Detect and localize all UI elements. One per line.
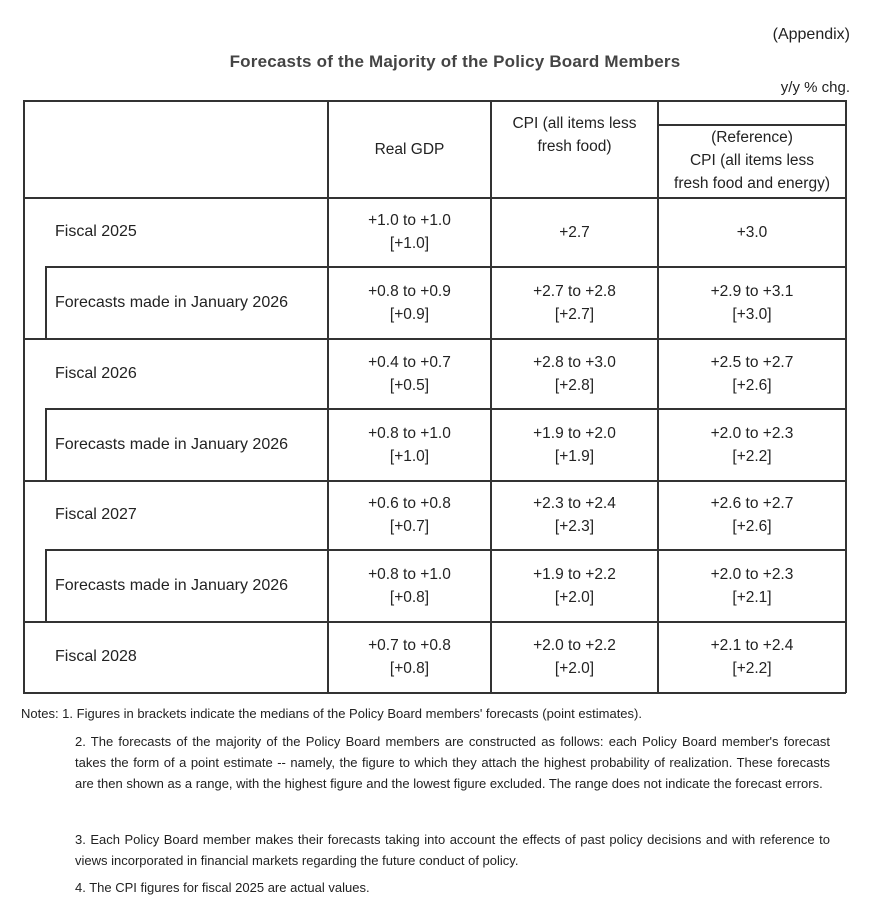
gdp-cell (329, 339, 490, 408)
gdp-cell (329, 198, 490, 266)
cpi-median: [+2.8] (554, 376, 595, 394)
header-ref-line1: (Reference) (711, 129, 793, 146)
ref-median: [+2.2] (732, 660, 772, 677)
row-label: Forecasts made in January 2026 (55, 293, 289, 311)
gdp-median: [+1.0] (389, 235, 430, 252)
header-reference-cpi (659, 124, 845, 197)
subrow-indent-line (45, 408, 47, 481)
ref-cell (659, 622, 845, 692)
gdp-median: [+0.8] (389, 588, 430, 606)
ref-range: +2.5 to +2.7 (710, 353, 794, 371)
cpi-cell (492, 267, 657, 338)
cpi-range: +2.7 (559, 223, 590, 241)
cpi-range: +2.7 to +2.8 (533, 282, 616, 300)
row-label: Forecasts made in January 2026 (55, 435, 289, 453)
gdp-cell (329, 550, 490, 621)
header-cpi (492, 102, 657, 197)
header-ref-line2: CPI (all items less (689, 152, 815, 169)
ref-median: [+2.1] (732, 588, 772, 606)
table-right-border (845, 100, 847, 693)
gdp-range: +1.0 to +1.0 (368, 212, 451, 229)
ref-range: +2.1 to +2.4 (710, 637, 794, 654)
gdp-cell (329, 409, 490, 480)
gdp-range: +0.7 to +0.8 (368, 637, 451, 654)
row-label: Fiscal 2027 (55, 506, 137, 523)
ref-range: +2.6 to +2.7 (710, 495, 794, 512)
gdp-median: [+0.8] (389, 660, 430, 677)
table-left-border (23, 100, 25, 693)
cpi-median: [+2.0] (554, 588, 595, 606)
note-1: Notes: 1. Figures in brackets indicate the medians of the Policy Board members' forecasts (point estimates). (21, 706, 642, 721)
ref-median: [+3.0] (732, 305, 772, 323)
header-real-gdp (329, 102, 490, 197)
cpi-median: [+2.0] (554, 660, 595, 677)
gdp-range: +0.4 to +0.7 (368, 353, 451, 371)
note-2: 2. The forecasts of the majority of the Policy Board members are constructed as follows: each Policy Board member's forecast takes the form of a point estimate -- namely, the figure to which they attach the highest probability of realization. These forecasts are then shown as a range, with the highest figure and the lowest figure excluded. The range does not indicate the forecast errors. (75, 734, 830, 791)
note-3: 3. Each Policy Board member makes their forecasts taking into account the effects of past policy decisions and with reference to views incorporated in financial markets regarding the future conduct of policy. (75, 832, 830, 868)
ref-cell (659, 550, 845, 621)
unit-label: y/y % chg. (780, 79, 850, 96)
ref-range: +2.0 to +2.3 (710, 424, 794, 442)
cpi-median: [+1.9] (554, 447, 595, 465)
gdp-range: +0.8 to +0.9 (368, 282, 451, 300)
cpi-range: +1.9 to +2.0 (533, 424, 616, 442)
row-label: Forecasts made in January 2026 (55, 576, 289, 594)
note-4: 4. The CPI figures for fiscal 2025 are actual values. (75, 880, 370, 895)
gdp-median: [+0.7] (389, 518, 430, 535)
cpi-cell (492, 481, 657, 549)
ref-range: +2.9 to +3.1 (710, 282, 794, 300)
row-label: Fiscal 2026 (55, 364, 137, 382)
cpi-range: +1.9 to +2.2 (533, 565, 616, 583)
cpi-range: +2.0 to +2.2 (533, 637, 616, 654)
header-ref-line3: fresh food and energy) (674, 175, 830, 192)
gdp-median: [+1.0] (389, 447, 430, 465)
gdp-cell (329, 481, 490, 549)
row-label: Fiscal 2028 (55, 648, 137, 665)
ref-cell (659, 339, 845, 408)
ref-range: +2.0 to +2.3 (710, 565, 794, 583)
ref-cell (659, 267, 845, 338)
cpi-cell (492, 198, 657, 266)
ref-cell (659, 481, 845, 549)
cpi-cell (492, 339, 657, 408)
gdp-range: +0.8 to +1.0 (368, 565, 451, 583)
gdp-range: +0.6 to +0.8 (368, 495, 451, 512)
gdp-cell (329, 622, 490, 692)
cpi-cell (492, 622, 657, 692)
header-cpi-line1: CPI (all items less (512, 114, 637, 132)
gdp-range: +0.8 to +1.0 (368, 424, 451, 442)
cpi-median: [+2.3] (554, 518, 595, 535)
header-cpi-line2: fresh food) (537, 137, 612, 155)
header-real-gdp-text: Real GDP (374, 141, 445, 158)
cpi-range: +2.8 to +3.0 (533, 353, 616, 371)
row-label: Fiscal 2025 (55, 223, 137, 240)
cpi-cell (492, 550, 657, 621)
ref-median: [+2.6] (732, 376, 772, 394)
subrow-indent-line (45, 266, 47, 339)
table-bottom-border (23, 692, 846, 694)
gdp-median: [+0.9] (389, 305, 430, 323)
cpi-median: [+2.7] (554, 305, 595, 323)
ref-cell (659, 198, 845, 266)
cpi-range: +2.3 to +2.4 (533, 495, 616, 512)
gdp-median: [+0.5] (389, 376, 430, 394)
gdp-cell (329, 267, 490, 338)
subrow-indent-line (45, 549, 47, 622)
appendix-label: (Appendix) (772, 26, 850, 43)
ref-cell (659, 409, 845, 480)
cpi-cell (492, 409, 657, 480)
ref-range: +3.0 (736, 223, 768, 241)
ref-median: [+2.6] (732, 518, 772, 535)
ref-median: [+2.2] (732, 447, 772, 465)
page-title: Forecasts of the Majority of the Policy Board Members (229, 52, 681, 71)
